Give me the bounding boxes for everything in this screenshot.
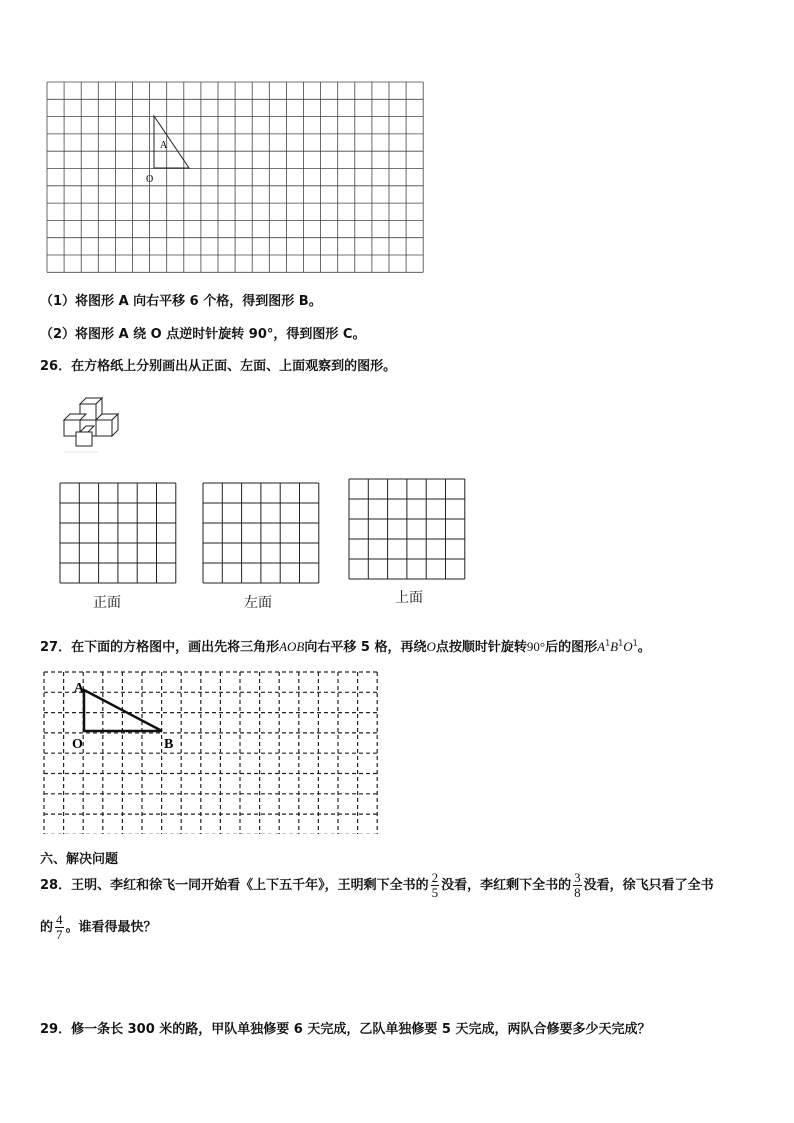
grid-left: [202, 482, 320, 584]
grid1-label-o: O: [146, 174, 154, 185]
view-label-front: 正面: [93, 595, 121, 611]
grid2-label-o: O: [72, 737, 83, 752]
q29-text: 29．修一条长 300 米的路，甲队单独修要 6 天完成，乙队单独修要 5 天完成，两队合修要多少天完成？: [40, 1022, 651, 1037]
view-label-left: 左面: [244, 595, 272, 611]
grid-1: [46, 81, 424, 274]
q25-part2: （2）将图形 A 绕 O 点逆时针旋转 90°，得到图形 C。: [40, 327, 366, 342]
grid-2: [42, 670, 382, 834]
section6-title: 六、解决问题: [40, 852, 119, 867]
grid2-label-b: B: [164, 737, 174, 752]
grid2-label-a: A: [74, 681, 85, 696]
q28-line2: 的 $\frac{4}{7}$ 。谁看得最快？: [40, 912, 157, 942]
grid-front: [59, 482, 177, 584]
view-label-top: 上面: [395, 590, 423, 606]
grid-top: [348, 478, 466, 580]
cube-figure: [58, 396, 128, 454]
q27-text: 27．在下面的方格图中，画出先将三角形AOB向右平移 5 格，再绕O点按顺时针旋转90°后的图形$A^1B^1O^1$。: [40, 638, 651, 655]
fraction-3-8: $\frac{3}{8}$: [574, 870, 581, 900]
fraction-2-5: $\frac{2}{5}$: [431, 870, 439, 900]
fraction-4-7: $\frac{4}{7}$: [56, 912, 63, 942]
q28-line1: 28．王明、李红和徐飞一同开始看《上下五千年》，王明剩下全书的 $\frac{2}{5}$ 没看，李红剩下全书的 $\frac{3}{8}$ 没看，徐飞只看了全书: [40, 870, 714, 900]
q26-text: 26．在方格纸上分别画出从正面、左面、上面观察到的图形。: [40, 359, 397, 374]
q25-part1: （1）将图形 A 向右平移 6 个格，得到图形 B。: [40, 294, 322, 309]
grid1-label-a: A: [160, 140, 168, 151]
